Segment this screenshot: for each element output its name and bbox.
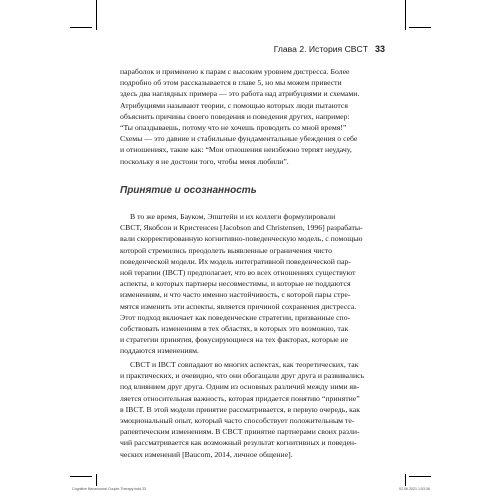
text-line: и практических, и очевидно, что они обогащали друг друга и развивались	[120, 371, 365, 381]
paragraph-cbct-ibct-comparison	[120, 359, 386, 460]
text-line: поскольку я не достоин того, чтобы меня любили”.	[120, 156, 289, 166]
slug-timestamp: 02.06.2021 1:53:36	[399, 487, 430, 491]
text-line: Атрибуциями называют теории, с помощью которых люди пытаются	[120, 100, 348, 110]
text-line: в IBCT. В этой модели принятие рассматривается, в первую очередь, как	[120, 404, 360, 414]
text-line: подробно об этом рассказывается в главе 5, но мы можем привести	[120, 78, 342, 88]
chapter-title: Глава 2. История CBCT	[273, 44, 368, 54]
crop-mark-top-right-horizontal	[409, 27, 431, 28]
page-number: 33	[374, 44, 385, 54]
text-line: рапевтическим изменениям. В CBCT принятие партнерами своих разли-	[120, 427, 360, 437]
crop-mark-top-right-vertical	[405, 0, 406, 30]
slug-filename: Cognitive Behavioural Couple Therapy.indd 33	[72, 487, 146, 491]
text-line: ческих изменений [Baucom, 2014, личное общение].	[120, 449, 293, 459]
text-line: “Ты опаздываешь, потому что не хочешь проводить со мной время!”	[120, 122, 347, 132]
printer-slug	[72, 487, 430, 495]
text-line: Этот подход включает как поведенческие стратегии, призванные спо-	[120, 312, 351, 322]
text-line: которой стремились преодолеть выявленные ограничения чисто	[120, 245, 332, 255]
crop-mark-bottom-right-horizontal	[409, 476, 431, 477]
text-line: и отношениях, такие как: “Мои отношения неизбежно терпят неудачу,	[120, 145, 352, 155]
text-line: CBCT, Якобсон и Кристенсен [Jacobson and Christensen, 1996] разрабаты-	[120, 223, 363, 233]
text-line: поддаются изменениям.	[120, 346, 199, 356]
paragraph-ibct-model	[120, 211, 386, 356]
paragraph-attributions	[120, 66, 386, 167]
crop-mark-bottom-right-vertical	[405, 474, 406, 486]
text-line: объяснить причины своего поведения и поведения других, например:	[120, 111, 350, 121]
text-line: мятся изменить эти аспекты, является причиной сохранения дистресса.	[120, 301, 357, 311]
running-head	[110, 44, 385, 58]
text-line: изменениям, и что часто именно настойчивость, с которой пары стре-	[120, 290, 351, 300]
text-line: здесь два наглядных примера — это работа над атрибуциями и схемами.	[120, 89, 360, 99]
text-line: ной терапии (IBCT) предполагает, что во всех отношениях существуют	[120, 267, 356, 277]
text-line: параболок и применено к парам с высоким уровнем дистресса. Более	[120, 67, 350, 76]
crop-mark-top-left-horizontal	[70, 27, 92, 28]
crop-mark-top-left-vertical	[96, 0, 97, 30]
crop-mark-bottom-left-vertical	[96, 474, 97, 486]
text-line: Схемы — это давние и стабильные фундаментальные убеждения о себе	[120, 134, 358, 144]
text-line: CBCT и IBCT совпадают во многих аспектах, как теоретических, так	[130, 360, 359, 369]
section-heading: Принятие и осознанность	[120, 185, 257, 196]
text-line: аспекты, в которых партнеры несовместимы, и которые не поддаются	[120, 279, 351, 289]
text-line: собствовать изменениям в тех областях, в которых это возможно, так	[120, 323, 349, 333]
text-line: вали скорректированную когнитивно-поведенческую модель, с помощью	[120, 234, 363, 244]
text-line: эмоциональный опыт, который часто способствует положительным те-	[120, 415, 355, 425]
text-line: и стратегии принятия, фокусирующиеся на тех факторах, которые не	[120, 335, 349, 345]
text-line: поведенческой модели. Их модель интегративной поведенческой пар-	[120, 256, 351, 266]
text-line: В то же время, Бауком, Эпштейн и их коллеги формулировали	[130, 212, 336, 221]
text-line: чий рассматривается как возможный результат когнитивных и поведен-	[120, 438, 357, 448]
text-line: под влиянием друг друга. Одним из основных различий между ними яв-	[120, 382, 360, 392]
text-line: ляется относительная важность, которая придается понятию “принятие”	[120, 393, 360, 403]
crop-mark-bottom-left-horizontal	[70, 476, 92, 477]
